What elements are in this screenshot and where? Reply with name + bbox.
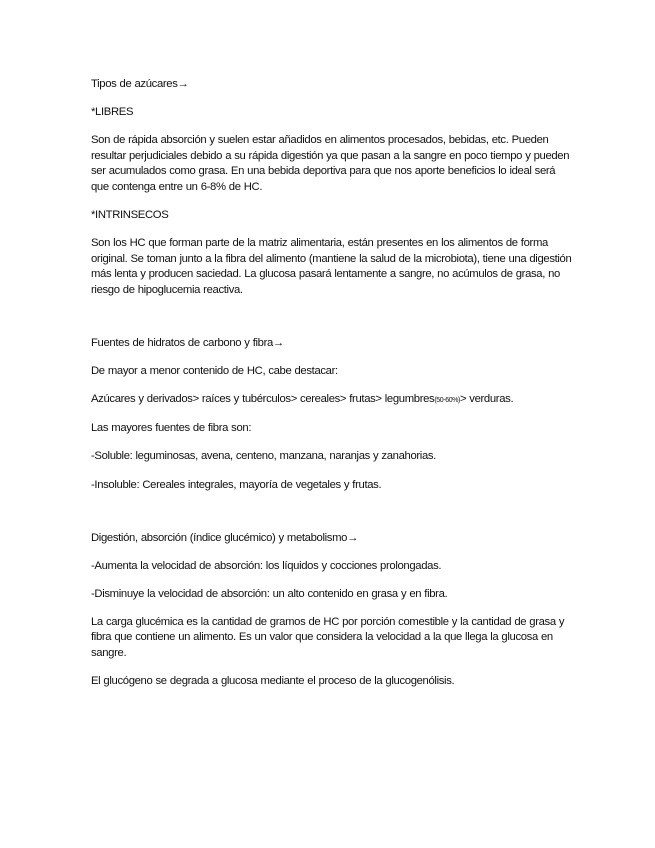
digestion-heading: Digestión, absorción (índice glucémico) y metabolismo→ [91,531,359,544]
section-spacer [91,506,573,531]
fiber-intro: Las mayores fuentes de fibra son: [91,422,252,435]
sources-heading: Fuentes de hidratos de carbono y fibra→ [91,337,284,350]
libres-label: *LIBRES [91,106,134,119]
libres-paragraph: Son de rápida absorción y suelen estar añadidos en alimentos procesados, bebidas, etc. Pueden resultar perjudiciales debido a su rápida digestión ya que pasan a la sangre en poco tiempo y pueden ser acumulados como grasa. En una bebida deportiva para que nos aporte beneficios lo ideal será que contenga entre un 6-8% de HC. [91,134,570,193]
sugars-heading: Tipos de azúcares→ [91,78,189,90]
sources-list-percentage: (50-60%) [434,397,460,405]
document-body [91,77,573,702]
glycemic-load-paragraph: La carga glucémica es la cantidad de gramos de HC por porción comestible y la cantidad de grasa y fibra que contiene un alimento. Es un valor que considera la velocidad a la que llega la glucosa en sangre. [91,615,565,660]
intrinsecos-label: *INTRINSECOS [91,209,169,222]
glycogen-paragraph: El glucógeno se degrada a glucosa mediante el proceso de la glucogenólisis. [91,675,455,688]
sources-intro: De mayor a menor contenido de HC, cabe destacar: [91,365,338,378]
fiber-soluble: -Soluble: leguminosas, avena, centeno, manzana, naranjas y zanahorias. [91,450,436,463]
fiber-insoluble: -Insoluble: Cereales integrales, mayoría de vegetales y frutas. [91,478,382,491]
digestion-increase: -Aumenta la velocidad de absorción: los líquidos y cocciones prolongadas. [91,559,442,572]
digestion-decrease: -Disminuye la velocidad de absorción: un alto contenido en grasa y en fibra. [91,587,448,600]
section-spacer [91,311,573,336]
sources-list [91,392,573,409]
sources-list-main: Azúcares y derivados> raíces y tubérculos> cereales> frutas> legumbres [91,393,435,406]
sources-list-end: > verduras. [459,393,514,406]
intrinsecos-paragraph: Son los HC que forman parte de la matriz alimentaria, están presentes en los alimentos de forma original. Se toman junto a la fibra del alimento (mantiene la salud de la microbiota), tiene una digestión más lenta y producen saciedad. La glucosa pasará lentamente a sangre, no acúmulos de grasa, no riesgo de hipoglucemia reactiva. [91,237,572,296]
